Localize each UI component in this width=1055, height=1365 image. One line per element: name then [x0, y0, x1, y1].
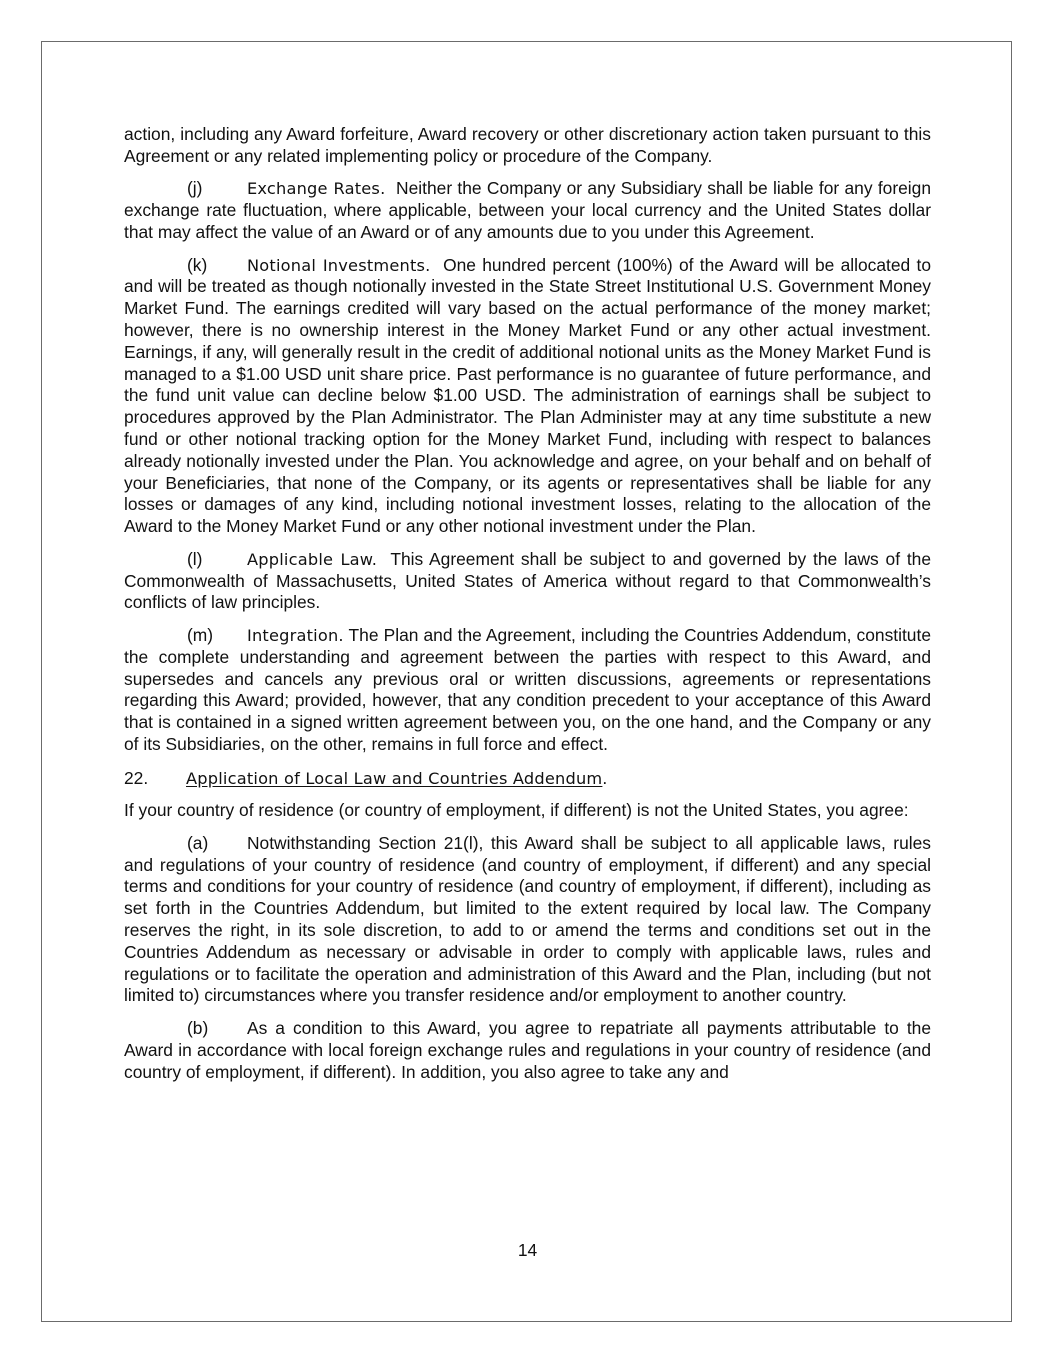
paragraph-text: Neither the Company or any Subsidiary shall be liable for any foreign exchange rate fluctuation, where applicable, between your local currency and the United States dollar that may affect the value of an Award or of any amounts due to you under this Agreement. [124, 178, 931, 242]
paragraph-text: One hundred percent (100%) of the Award will be allocated to and will be treated as though notionally invested in the State Street Institutional U.S. Government Money Market Fund. The earnings credited will vary based on the actual performance of the money market; however, there is no ownership interest in the Money Market Fund or any other actual investment. Earnings, if any, will generally result in the credit of additional notional units as the Money Market Fund is managed to a $1.00 USD unit share price. Past performance is no guarantee of future performance, and the fund unit value can decline below $1.00 USD. The administration of earnings shall be subject to procedures approved by the Plan Administrator. The Plan Administer may at any time substitute a new fund or other notional tracking option for the Money Market Fund, including with respect to balances already notionally invested under the Plan. You acknowledge and agree, on your behalf and on behalf of your Beneficiaries, that none of the Company, or its agents or representatives shall be liable for any losses or damages of any kind, including notional investment losses, relating to the allocation of the Award to the Money Market Fund or any other notional investment under the Plan. [124, 254, 931, 537]
continuation-paragraph: action, including any Award forfeiture, Award recovery or other discretionary action taken pursuant to this Agreement or any related implementing policy or procedure of the Company. [124, 124, 931, 166]
paragraph-text: The Plan and the Agreement, including the Countries Addendum, constitute the complete understanding and agreement between the parties with respect to this Award, and supersedes and cancels any previous oral or written discussions, agreements or representations regarding this Award; provided, however, that any condition precedent to your acceptance of this Award that is contained in a signed written agreement between you, on the one hand, and the Company or any of its Subsidiaries, on the other, remains in full force and effect. [124, 624, 931, 754]
paragraph-label: (k) [187, 254, 208, 275]
subparagraph-text: As a condition to this Award, you agree to repatriate all payments attributable to the Award in accordance with local foreign exchange rules and regulations in your country of residence (and country of employment, if different). In addition, you also agree to take any and [124, 1018, 931, 1082]
section-intro: If your country of residence (or country of employment, if different) is not the United States, you agree: [124, 800, 909, 821]
paragraph-label: (m) [187, 624, 214, 645]
subparagraph-label: (a) [187, 832, 209, 853]
document-body [124, 124, 931, 1094]
paragraph-l [124, 549, 931, 614]
section-title: Application of Local Law and Countries Addendum [186, 768, 603, 788]
paragraph-label: (l) [187, 548, 203, 569]
section-number: 22. [124, 767, 149, 788]
paragraph-heading: Applicable Law. [247, 549, 378, 569]
section-heading: 22. Application of Local Law and Countries Addendum. [124, 767, 608, 788]
paragraph-label: (j) [187, 178, 203, 199]
subparagraph-label: (b) [187, 1018, 209, 1039]
page-number: 14 [517, 1240, 538, 1260]
subparagraph-b [124, 1018, 931, 1083]
subparagraph-a [124, 833, 931, 1007]
paragraph-k [124, 255, 931, 538]
paragraph-heading: Exchange Rates. [247, 179, 386, 199]
subparagraph-text: Notwithstanding Section 21(l), this Award shall be subject to all applicable laws, rules and regulations of your country of residence (and country of employment, if different) and any special terms and conditions for your country of residence (and country of employment, if different), including as set forth in the Countries Addendum, but limited to the extent required by local law. The Company reserves the right, in its sole discretion, to add to or amend the terms and conditions set out in the Countries Addendum as necessary or advisable in order to comply with applicable laws, rules and regulations or to facilitate the operation and administration of this Award and the Plan, including (but not limited to) circumstances where you transfer residence and/or employment to another country. [124, 832, 931, 1006]
paragraph-m [124, 625, 931, 756]
paragraph-heading: Notional Investments. [247, 255, 431, 275]
paragraph-text: This Agreement shall be subject to and governed by the laws of the Commonwealth of Massachusetts, United States of America without regard to that Commonwealth’s conflicts of law principles. [124, 548, 932, 613]
paragraph-j [124, 178, 931, 243]
paragraph-heading: Integration. [247, 625, 344, 645]
